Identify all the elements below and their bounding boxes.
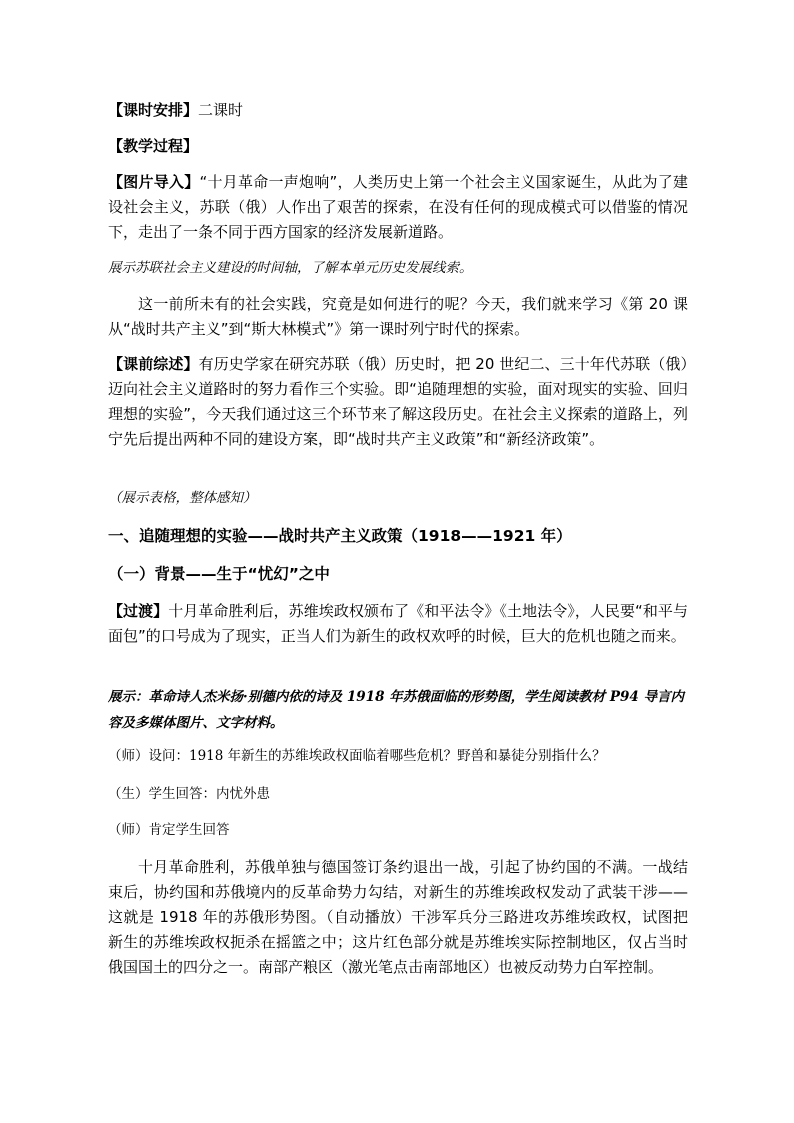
subsection-one-heading: （一）背景——生于“忧幻”之中: [108, 565, 330, 583]
transition2-paragraph: [108, 599, 688, 649]
transition2-text: 十月革命胜利后，苏维埃政权颁布了《和平法令》《土地法令》，人民要“和平与面包”的口号成为了现实，正当人们为新生的政权欢呼的时候，巨大的危机也随之而来。: [108, 602, 688, 645]
teacher-question: （师）设问：1918 年新生的苏维埃政权面临着哪些危机？野兽和暴徒分别指什么？: [108, 748, 606, 764]
schedule-line: [108, 98, 688, 123]
intro-text: “十月革命一声炮响”，人类历史上第一个社会主义国家诞生，从此为了建设社会主义，苏联（俄）人作出了艰苦的探索，在没有任何的现成模式可以借鉴的情况下，走出了一条不同于西方国家的经济发展新道路。: [108, 173, 688, 241]
overview-label: 【课前综述】: [108, 355, 199, 373]
timeline-note: 展示苏联社会主义建设的时间轴，了解本单元历史发展线索。: [108, 260, 473, 276]
teacher-confirm: （师）肯定学生回答: [108, 822, 230, 838]
intro-label: 【图片导入】: [108, 173, 200, 191]
table-note: （展示表格，整体感知）: [108, 490, 257, 506]
schedule-text: 二课时: [198, 101, 244, 119]
student-answer: （生）学生回答：内忧外患: [108, 786, 270, 802]
intro-paragraph: [108, 170, 688, 245]
display-note: 展示：革命诗人杰米扬·别德内依的诗及 1918 年苏俄面临的形势图，学生阅读教材 P94 导言内容及多媒体图片、文字材料。: [108, 689, 685, 731]
section-one-heading: 一、追随理想的实验——战时共产主义政策（1918——1921 年）: [108, 527, 572, 545]
overview-paragraph: [108, 352, 688, 452]
transition-paragraph: 这一前所未有的社会实践，究竟是如何进行的呢？今天，我们就来学习《第 20 课 从“战时共产主义”到“斯大林模式”》第一课时列宁时代的探索。: [108, 295, 704, 338]
final-paragraph: 十月革命胜利，苏俄单独与德国签订条约退出一战，引起了协约国的不满。一战结束后，协约国和苏俄境内的反革命势力勾结，对新生的苏维埃政权发动了武装干涉——这就是 1918 年的苏俄形势图。（自动播放）干涉军兵分三路进攻苏维埃政权，试图把新生的苏维埃政权扼杀在摇篮之中；这片红色部分就是苏维埃实际控制地区，仅占当时俄国国土的四分之一。南部产粮区（激光笔点击南部地区）也被反动势力白军控制。: [108, 858, 688, 976]
transition2-label: 【过渡】: [108, 602, 169, 620]
process-label: 【教学过程】: [108, 137, 199, 155]
process-line: [108, 134, 688, 159]
schedule-label: 【课时安排】: [108, 101, 199, 119]
overview-text: 有历史学家在研究苏联（俄）历史时，把 20 世纪二、三十年代苏联（俄）迈向社会主义道路时的努力看作三个实验。即“追随理想的实验，面对现实的实验、回归理想的实验”，今天我们通过这三个环节来了解这段历史。在社会主义探索的道路上，列宁先后提出两种不同的建设方案，即“战时共产主义政策”和“新经济政策”。: [108, 355, 688, 448]
